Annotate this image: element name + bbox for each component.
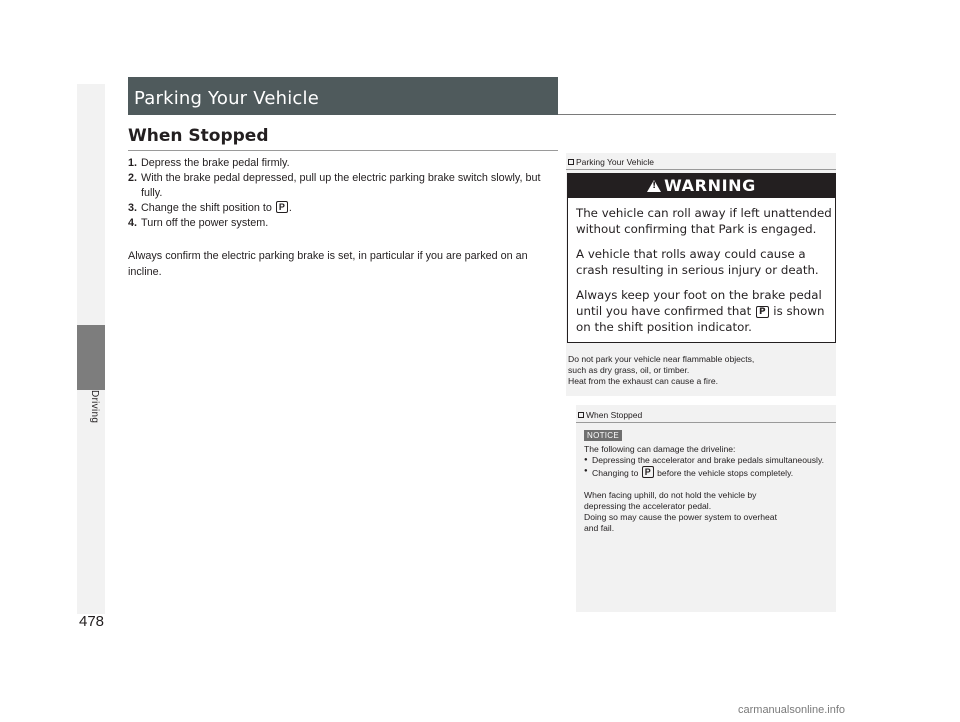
note-line: Heat from the exhaust can cause a fire.	[568, 376, 718, 386]
step-text: Depress the brake pedal firmly.	[141, 157, 290, 169]
steps-list	[128, 156, 556, 231]
note-heading-rule	[566, 169, 836, 170]
step-text: Change the shift position to	[141, 202, 275, 214]
step-text-end: .	[288, 202, 292, 214]
note-line: When facing uphill, do not hold the vehicle by	[584, 490, 757, 500]
note-text-when-stopped	[584, 444, 832, 534]
warning-text	[576, 205, 832, 344]
warning-box	[567, 173, 836, 343]
step-number: 1.	[128, 157, 138, 169]
step-item	[128, 216, 556, 231]
watermark: carmanualsonline.info	[738, 704, 846, 716]
note-line: Doing so may cause the power system to overheat	[584, 512, 777, 522]
note-line: Do not park your vehicle near flammable objects,	[568, 354, 755, 364]
step-text: With the brake pedal depressed, pull up the electric parking brake switch slowly, but fully.	[141, 172, 541, 199]
step-text: Turn off the power system.	[141, 217, 269, 229]
side-tab-marker	[77, 325, 105, 390]
note-intro: The following can damage the driveline:	[584, 444, 736, 454]
warning-label: WARNING	[664, 176, 756, 195]
section-title: Parking Your Vehicle	[134, 88, 319, 109]
side-tab-label: Driving	[89, 390, 100, 424]
subsection-rule	[128, 150, 558, 151]
step-item	[128, 156, 556, 171]
note-bullet	[584, 466, 832, 479]
bullet-text-end: before the vehicle stops completely.	[654, 468, 794, 478]
step-number: 2.	[128, 172, 138, 184]
page-number: 478	[79, 613, 105, 630]
section-rule	[558, 114, 836, 115]
note-heading-parking	[568, 157, 654, 167]
warning-line-end: is shown on the shift position indicator.	[576, 304, 825, 334]
step-number: 4.	[128, 217, 138, 229]
note-line: such as dry grass, oil, or timber.	[568, 365, 690, 375]
warning-line: A vehicle that rolls away could cause a crash resulting in serious injury or death.	[576, 247, 819, 277]
park-key-icon: P	[276, 201, 288, 213]
reference-mark-icon	[578, 412, 584, 418]
step-item	[128, 171, 556, 201]
note-line: depressing the accelerator pedal.	[584, 501, 712, 511]
note-text-parking	[568, 354, 830, 387]
note-bullet: ● Depressing the accelerator and brake pedals simultaneously.	[584, 455, 832, 466]
note-line: and fail.	[584, 523, 615, 533]
spacer	[584, 479, 832, 490]
body-paragraph: Always confirm the electric parking brake is set, in particular if you are parked on an incline.	[128, 250, 528, 278]
warning-line-start: Always keep your foot on the brake pedal until you have confirmed that	[576, 288, 822, 318]
bullet-text-start: Changing to	[592, 468, 641, 478]
park-key-icon: P	[642, 466, 654, 478]
warning-triangle-icon	[647, 180, 661, 192]
note-heading-text: When Stopped	[586, 410, 643, 420]
warning-header	[568, 174, 835, 198]
reference-mark-icon	[568, 159, 574, 165]
warning-line	[576, 287, 832, 335]
note-heading-when-stopped	[578, 410, 642, 420]
note-heading-text: Parking Your Vehicle	[576, 157, 654, 167]
note-heading-rule	[576, 422, 836, 423]
warning-line: The vehicle can roll away if left unattended without confirming that Park is engaged.	[576, 206, 832, 236]
step-item	[128, 201, 556, 216]
subsection-title: When Stopped	[128, 126, 269, 146]
notice-badge: NOTICE	[584, 430, 622, 441]
step-number: 3.	[128, 202, 138, 214]
park-key-icon: P	[756, 306, 769, 318]
